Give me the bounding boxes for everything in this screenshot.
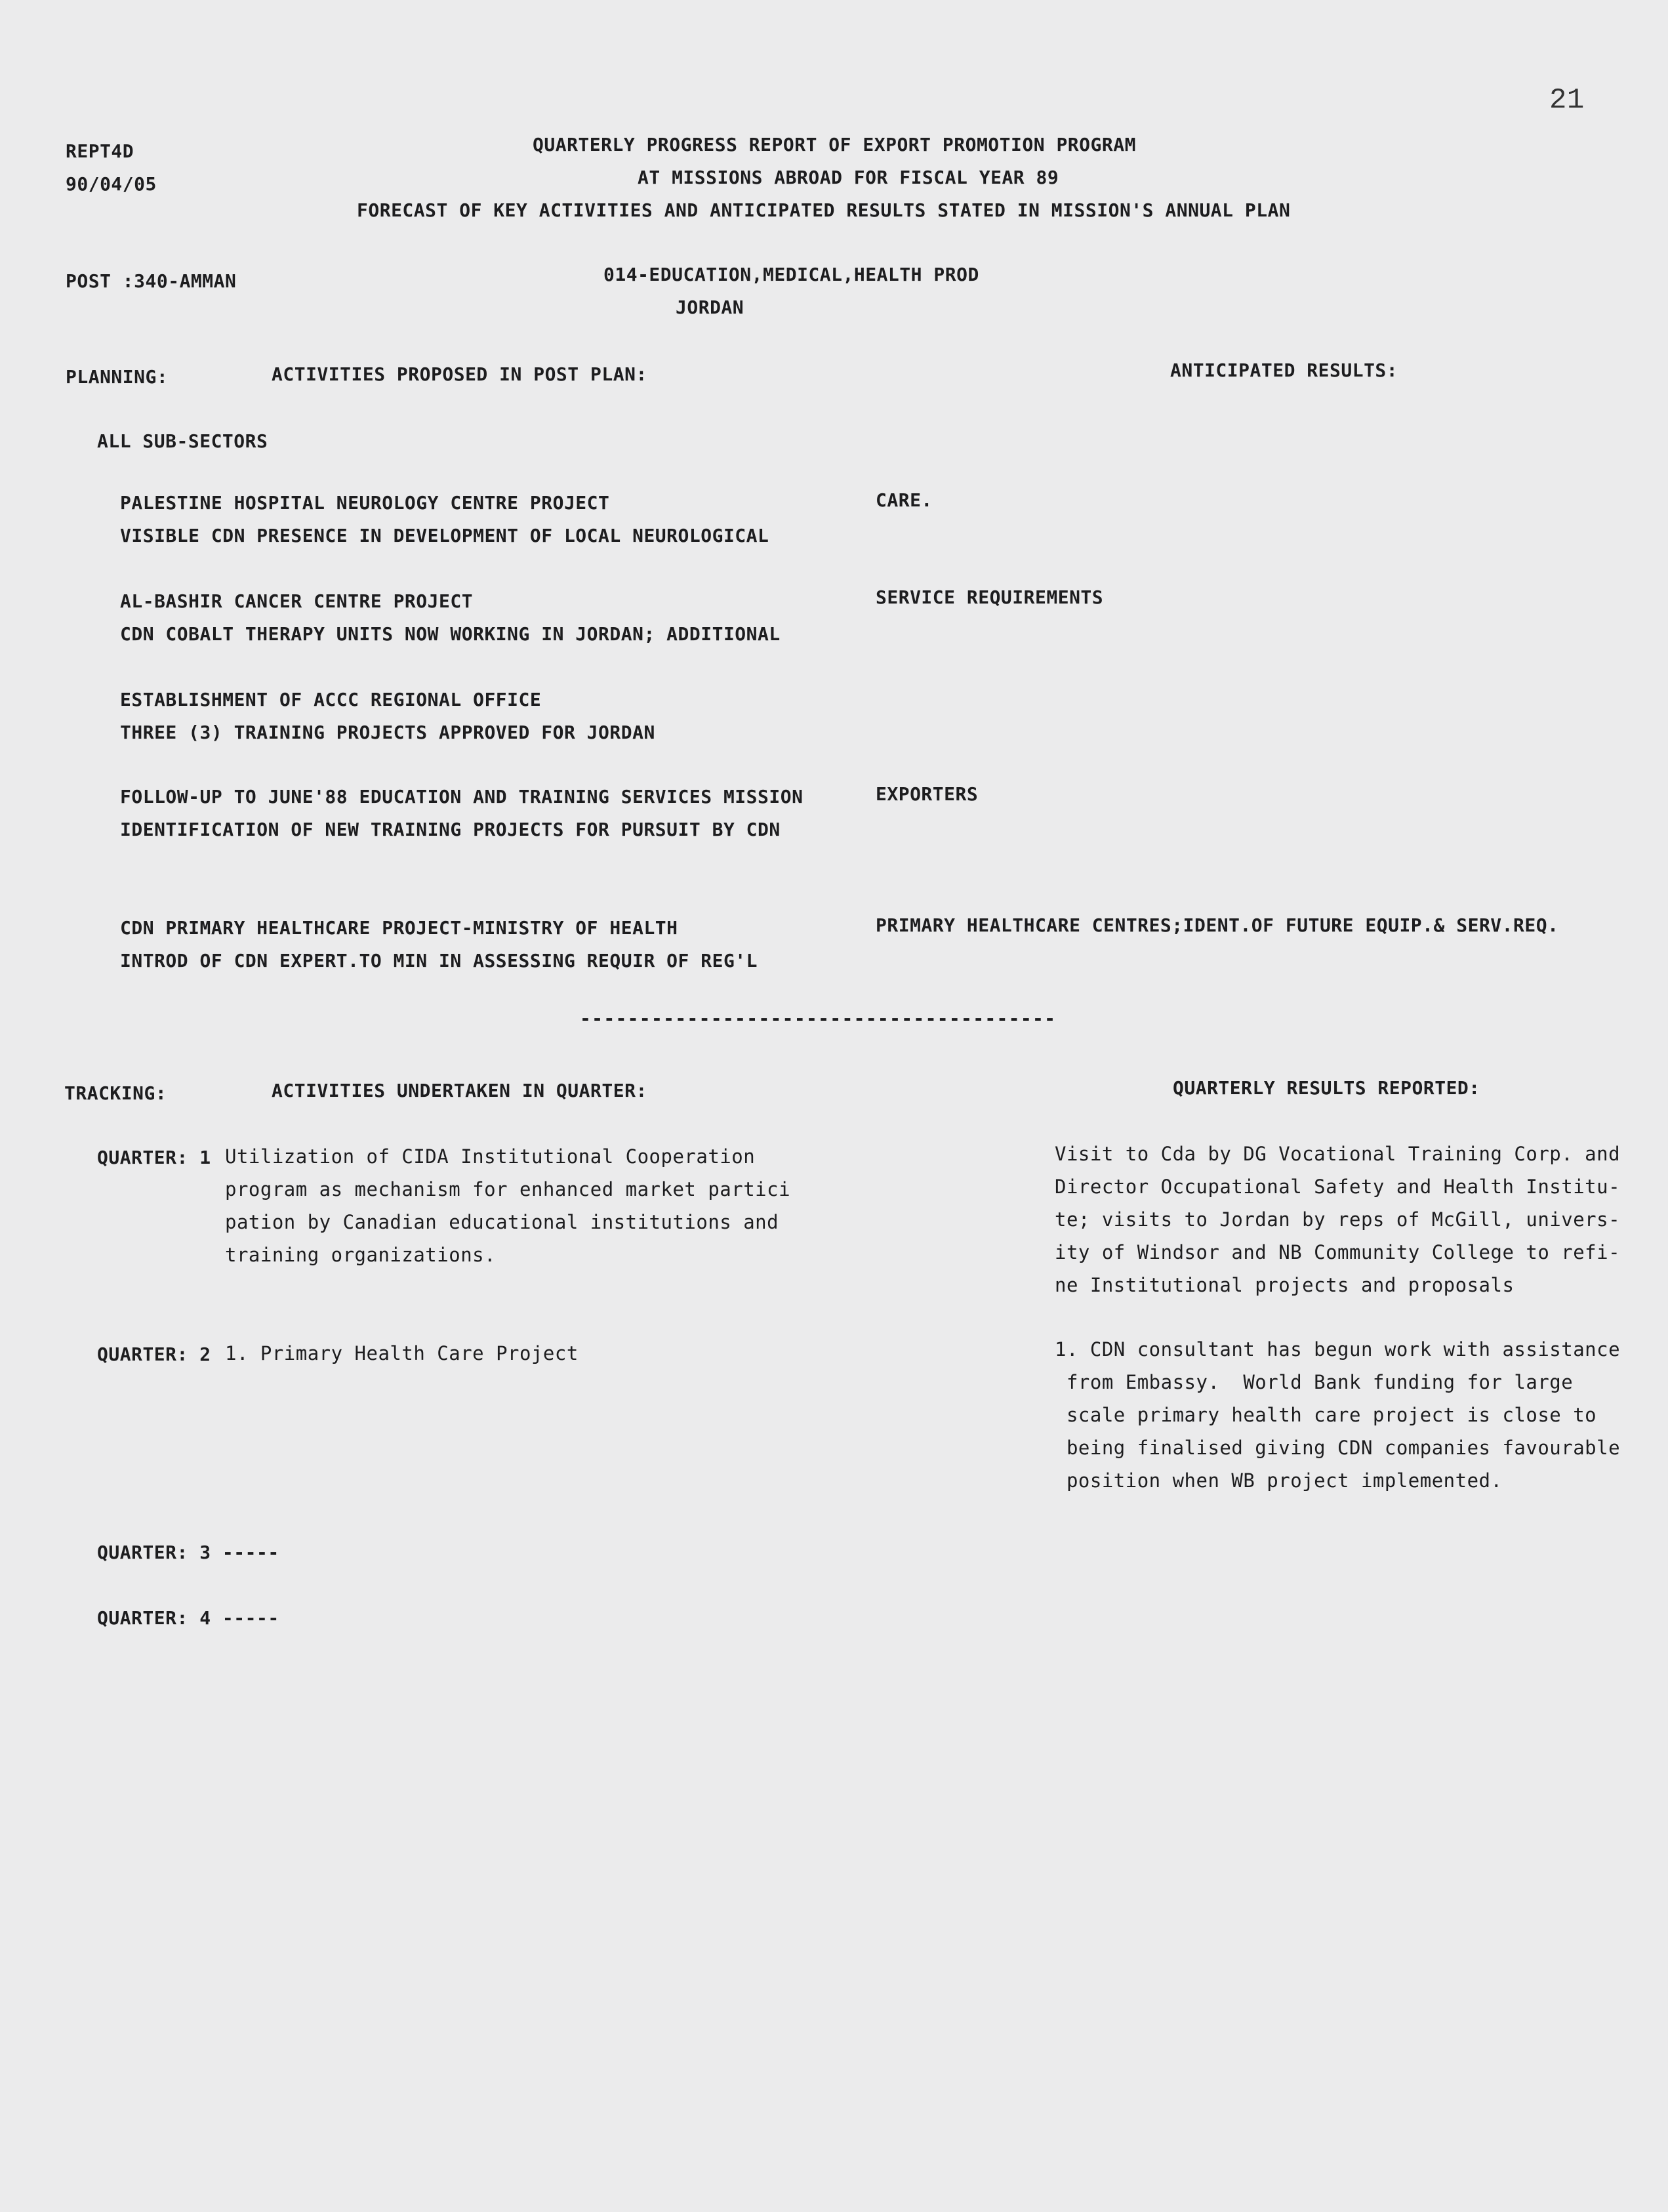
quarter-1-label: QUARTER: 1 (97, 1147, 211, 1168)
planning-item-4-line-2: IDENTIFICATION OF NEW TRAINING PROJECTS FOR PURSUIT BY CDN (120, 819, 781, 840)
tracking-label: TRACKING: (64, 1082, 167, 1104)
quarter-2-result-line: being finalised giving CDN companies favourable (1055, 1437, 1621, 1459)
quarter-2-result-line: from Embassy. World Bank funding for large (1055, 1371, 1574, 1393)
page-number: 21 (1549, 84, 1585, 117)
planning-activities-header: ACTIVITIES PROPOSED IN POST PLAN: (272, 363, 647, 385)
quarter-2-activity-line: 1. Primary Health Care Project (225, 1342, 579, 1364)
quarter-2-result-line: position when WB project implemented. (1055, 1469, 1503, 1492)
tracking-results-header: QUARTERLY RESULTS REPORTED: (1173, 1077, 1480, 1099)
subsector-label: ALL SUB-SECTORS (97, 430, 268, 452)
quarter-1-result-line: ity of Windsor and NB Community College to refi- (1055, 1241, 1621, 1263)
planning-label: PLANNING: (66, 366, 169, 388)
quarter-3-label: QUARTER: 3 ----- (97, 1542, 279, 1563)
country-label: JORDAN (676, 297, 744, 318)
planning-item-5-line-1: CDN PRIMARY HEALTHCARE PROJECT-MINISTRY OF HEALTH (120, 917, 678, 939)
planning-item-2-line-1: AL-BASHIR CANCER CENTRE PROJECT (120, 590, 474, 612)
quarter-4-label: QUARTER: 4 ----- (97, 1607, 279, 1629)
quarter-2-label: QUARTER: 2 (97, 1343, 211, 1365)
planning-item-3-line-1: ESTABLISHMENT OF ACCC REGIONAL OFFICE (120, 689, 542, 710)
planning-item-1-line-1: PALESTINE HOSPITAL NEUROLOGY CENTRE PROJECT (120, 492, 610, 514)
report-title-line-3: FORECAST OF KEY ACTIVITIES AND ANTICIPATED RESULTS STATED IN MISSION'S ANNUAL PLAN (357, 199, 1291, 221)
quarter-1-activity (225, 1140, 790, 1271)
report-id: REPT4D (66, 140, 134, 162)
planning-item-1-result: CARE. (876, 489, 933, 511)
quarter-1-result-line: ne Institutional projects and proposals (1055, 1274, 1515, 1296)
quarter-1-result (1055, 1137, 1620, 1301)
post-label: POST :340-AMMAN (66, 270, 237, 292)
quarter-2-activity (225, 1337, 579, 1370)
quarter-2-result-line: scale primary health care project is close to (1055, 1404, 1597, 1426)
planning-item-5-result: PRIMARY HEALTHCARE CENTRES;IDENT.OF FUTURE EQUIP.& SERV.REQ. (876, 914, 1559, 936)
quarter-1-result-line: te; visits to Jordan by reps of McGill, univers- (1055, 1208, 1621, 1231)
quarter-1-activity-line: program as mechanism for enhanced market partici (225, 1178, 791, 1200)
report-title-line-1: QUARTERLY PROGRESS REPORT OF EXPORT PROMOTION PROGRAM (533, 134, 1136, 155)
quarter-1-result-line: Visit to Cda by DG Vocational Training Corp. and (1055, 1143, 1621, 1165)
quarter-1-result-line: Director Occupational Safety and Health Institu- (1055, 1176, 1621, 1198)
planning-item-4-line-1: FOLLOW-UP TO JUNE'88 EDUCATION AND TRAINING SERVICES MISSION (120, 786, 803, 808)
report-date: 90/04/05 (66, 173, 157, 195)
planning-results-header: ANTICIPATED RESULTS: (1170, 359, 1398, 381)
tracking-activities-header: ACTIVITIES UNDERTAKEN IN QUARTER: (272, 1080, 647, 1101)
sector-label: 014-EDUCATION,MEDICAL,HEALTH PROD (603, 264, 979, 285)
quarter-2-result-line: 1. CDN consultant has begun work with assistance (1055, 1338, 1621, 1361)
planning-item-5-line-2: INTROD OF CDN EXPERT.TO MIN IN ASSESSING REQUIR OF REG'L (120, 950, 758, 972)
planning-item-2-result: SERVICE REQUIREMENTS (876, 586, 1104, 608)
quarter-1-activity-line: Utilization of CIDA Institutional Cooperation (225, 1145, 756, 1168)
planning-item-2-line-2: CDN COBALT THERAPY UNITS NOW WORKING IN JORDAN; ADDITIONAL (120, 623, 781, 645)
report-title-line-2: AT MISSIONS ABROAD FOR FISCAL YEAR 89 (638, 167, 1059, 188)
quarter-1-activity-line: pation by Canadian educational institutions and (225, 1211, 779, 1233)
planning-item-4-result: EXPORTERS (876, 783, 979, 805)
quarter-1-activity-line: training organizations. (225, 1244, 497, 1266)
planning-separator: ---------------------------------------- (580, 1008, 1057, 1029)
planning-item-1-line-2: VISIBLE CDN PRESENCE IN DEVELOPMENT OF LOCAL NEUROLOGICAL (120, 525, 769, 546)
quarter-2-result (1055, 1333, 1620, 1497)
planning-item-3-line-2: THREE (3) TRAINING PROJECTS APPROVED FOR JORDAN (120, 722, 655, 743)
